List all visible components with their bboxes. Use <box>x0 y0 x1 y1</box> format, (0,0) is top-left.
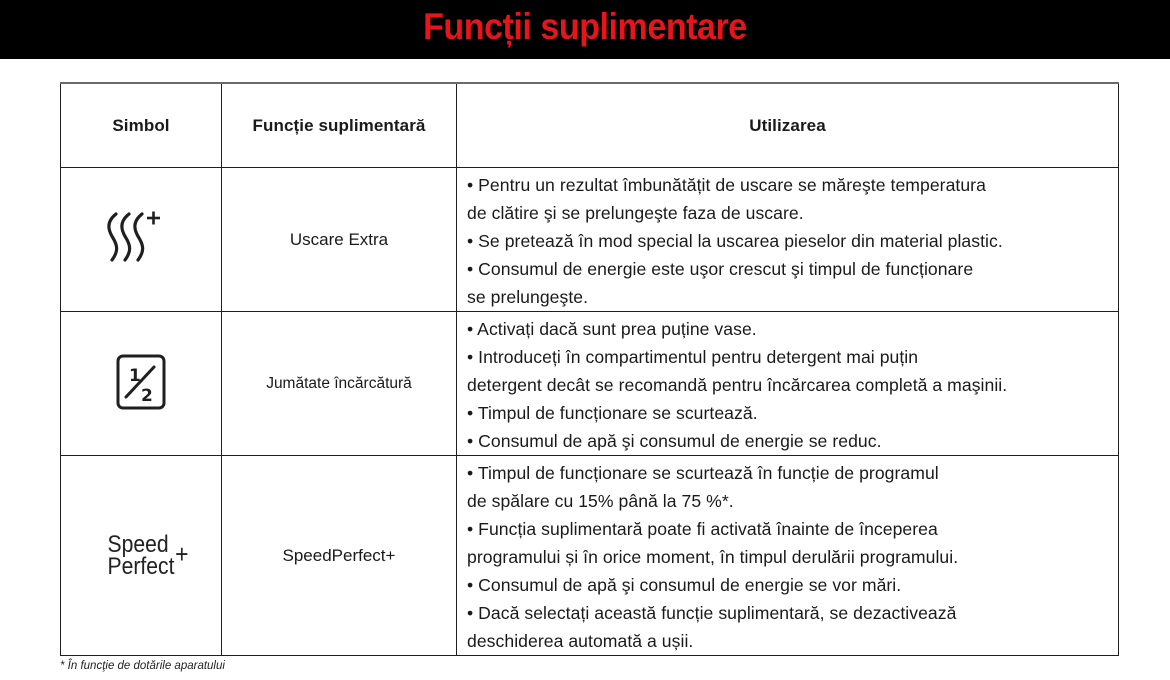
table-row <box>61 456 1119 656</box>
usage-line: • Consumul de energie este uşor crescut şi timpul de funcționare <box>467 259 974 279</box>
usage-cell <box>457 168 1119 312</box>
header-usage: Utilizarea <box>457 83 1119 168</box>
usage-line: deschiderea automată a ușii. <box>467 631 694 651</box>
table-row <box>61 168 1119 312</box>
usage-line: detergent decât se recomandă pentru încărcarea completă a maşinii. <box>467 375 1008 395</box>
title-bar <box>0 0 1170 59</box>
svg-text:1: 1 <box>129 365 141 386</box>
table-header-row <box>61 83 1119 168</box>
usage-line: • Activați dacă sunt prea puține vase. <box>467 319 757 339</box>
speed-logo-line1: Speed <box>107 530 169 558</box>
header-symbol: Simbol <box>61 83 222 168</box>
extra-dry-icon <box>104 208 174 268</box>
functions-table <box>60 82 1119 656</box>
usage-line: programului și în orice moment, în timpul derulării programului. <box>467 547 959 567</box>
usage-line: • Funcția suplimentară poate fi activată înainte de începerea <box>467 519 938 539</box>
usage-line: se prelungeşte. <box>467 287 589 307</box>
header-function: Funcție suplimentară <box>222 83 457 168</box>
usage-line: de clătire şi se prelungeşte faza de uscare. <box>467 203 804 223</box>
svg-text:2: 2 <box>141 385 153 406</box>
usage-cell <box>457 312 1119 456</box>
page-title: Funcții suplimentare <box>423 5 747 47</box>
function-name: Jumătate încărcătură <box>222 312 457 456</box>
plus-icon: + <box>175 538 189 569</box>
symbol-cell <box>61 312 222 456</box>
function-name: Uscare Extra <box>222 168 457 312</box>
speed-logo-line2: Perfect <box>107 552 175 580</box>
usage-line: • Dacă selectați această funcție suplimentară, se dezactivează <box>467 603 957 623</box>
usage-cell <box>457 456 1119 656</box>
table-row <box>61 312 1119 456</box>
symbol-cell <box>61 168 222 312</box>
speed-perfect-plus-icon <box>107 530 189 580</box>
usage-line: de spălare cu 15% până la 75 %*. <box>467 491 734 511</box>
usage-line: • Timpul de funcționare se scurtează. <box>467 403 758 423</box>
usage-line: • Consumul de apă şi consumul de energie se vor mări. <box>467 575 902 595</box>
usage-line: • Se pretează în mod special la uscarea pieselor din material plastic. <box>467 231 1003 251</box>
symbol-cell <box>61 456 222 656</box>
half-load-icon <box>115 353 167 415</box>
usage-line: • Timpul de funcționare se scurtează în funcție de programul <box>467 463 939 483</box>
usage-line: • Consumul de apă şi consumul de energie se reduc. <box>467 431 882 451</box>
usage-line: • Introduceți în compartimentul pentru detergent mai puțin <box>467 347 919 367</box>
function-name: SpeedPerfect+ <box>222 456 457 656</box>
usage-line: • Pentru un rezultat îmbunătățit de uscare se măreşte temperatura <box>467 175 986 195</box>
footnote: * În funcţie de dotările aparatului <box>60 660 225 672</box>
